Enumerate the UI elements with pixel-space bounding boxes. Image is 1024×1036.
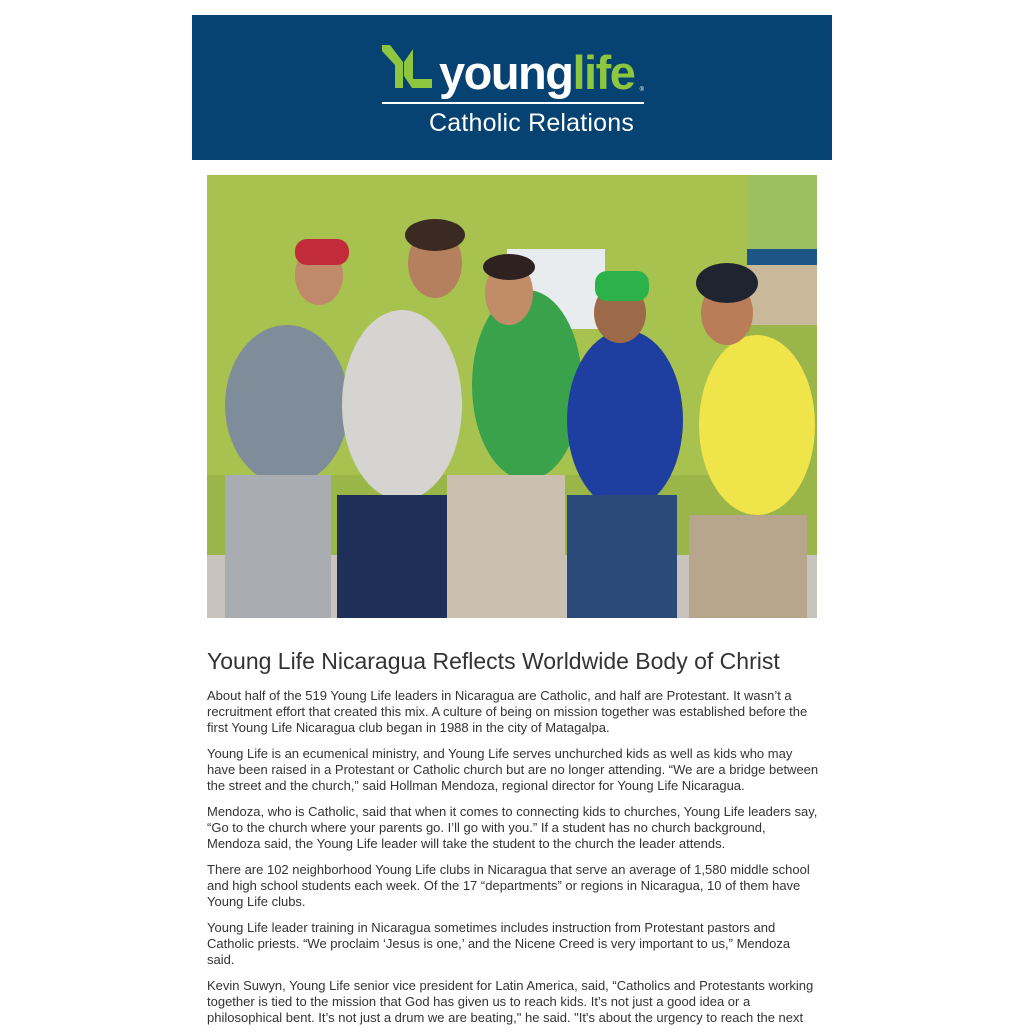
logo-wordmark <box>439 47 634 99</box>
article-paragraph: Kevin Suwyn, Young Life senior vice president for Latin America, said, “Catholics and Protestants working together is tied to the mission that God has given us to reach kids. It’s not just a good idea or a philosophical bent. It’s not just a drum we are beating," he said. "It's about the urgency to reach the next <box>207 978 814 1025</box>
hero-photo[interactable] <box>207 175 817 618</box>
article-body <box>207 688 821 1036</box>
logo-word-young: young <box>439 46 573 99</box>
registered-mark: ® <box>639 87 644 93</box>
article-paragraph: Mendoza, who is Catholic, said that when it comes to connecting kids to churches, Young Life leaders say, “Go to the church where your parents go. I’ll go with you.” If a student has no church background, Mendoza said, the Young Life leader will take the student to the church the leader attends. <box>207 804 818 851</box>
article-paragraph: About half of the 519 Young Life leaders in Nicaragua are Catholic, and half are Protestant. It wasn’t a recruitment effort that created this mix. A culture of being on mission together was established before the first Young Life Nicaragua club began in 1988 in the city of Matagalpa. <box>207 688 808 735</box>
article-paragraph: Young Life leader training in Nicaragua sometimes includes instruction from Protestant pastors and Catholic priests. “We proclaim ‘Jesus is one,’ and the Nicene Creed is very important to us,” Mendoza said. <box>207 920 791 967</box>
younglife-mark-icon <box>382 43 434 89</box>
logo-subtitle: Catholic Relations <box>429 109 635 137</box>
logo-word-life: life <box>572 46 635 99</box>
article-title: Young Life Nicaragua Reflects Worldwide Body of Christ <box>207 648 780 674</box>
article-paragraph: There are 102 neighborhood Young Life clubs in Nicaragua that serve an average of 1,580 middle school and high school students each week. Of the 17 “departments” or regions in Nicaragua, 10 of them have Young Life clubs. <box>207 862 810 909</box>
article-paragraph: Young Life is an ecumenical ministry, and Young Life serves unchurched kids as well as kids who may have been raised in a Protestant or Catholic church but are no longer attending. “We are a bridge between the street and the church,” said Hollman Mendoza, regional director for Young Life Nicaragua. <box>207 746 819 793</box>
header-banner <box>192 15 832 160</box>
group-photo-icon <box>207 175 817 618</box>
logo-divider <box>382 102 644 104</box>
younglife-logo[interactable] <box>382 43 644 137</box>
